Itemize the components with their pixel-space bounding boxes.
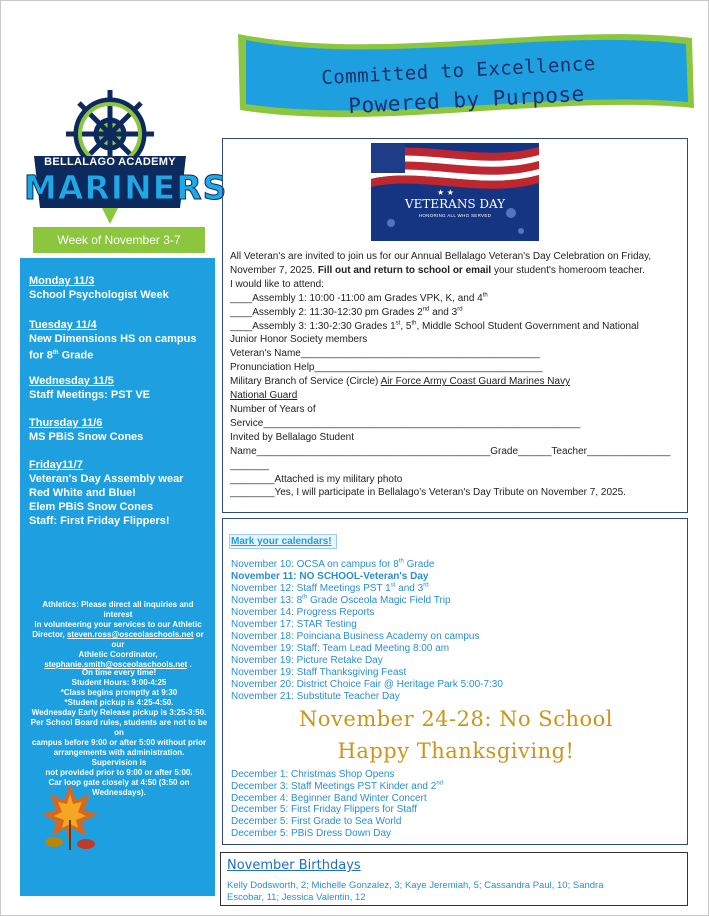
hours-line: Per School Board rules, students are not to be on [30,718,208,737]
banner-motto-line1: Committed to Excellence [320,52,597,90]
day-title: Monday 11/3 [29,275,95,287]
flag-title: VETERANS DAY [404,197,506,211]
assembly-1-option[interactable] [230,292,685,306]
athletic-director-email-link[interactable]: steven.ross@osceolaschools.net [66,630,194,639]
form-line [230,264,685,278]
student-name-grade-teacher-field[interactable]: Name__________________________________________Grade______Teacher_______________ [230,445,671,457]
list-item: December 5: PBiS Dress Down Day [231,827,392,839]
day-line: Staff: First Friday Flippers! [29,515,170,527]
athletics-notice [32,600,204,670]
logo-mascot-name: MARINERS [24,168,228,207]
list-item: November 17: STAR Testing [231,619,357,630]
day-title: Thursday 11/6 [29,417,103,429]
hours-line: not provided prior to 9:00 or after 5:00. [45,768,193,777]
hours-line: *Student pickup is 4:25-4:50. [64,698,174,707]
american-flag-icon [371,143,539,241]
day-title: Friday11/7 [29,459,83,471]
hours-line: arrangements with administration. Supervision is [53,748,185,767]
day-line: for 8th Grade [29,349,94,362]
thanksgiving-break-heading: November 24-28: No School [299,707,613,731]
birthdays-list [227,880,682,904]
athletics-text: . [187,660,192,669]
veterans-day-invitation [222,138,688,513]
day-line: School Psychologist Week [29,289,169,301]
athletics-line: Athletics: Please direct all inquiries and interest [42,600,194,619]
event-sup: th [398,558,404,565]
assembly-2-option[interactable] [230,306,685,320]
form-text: ____Assembly 3: 1:30-2:30 Grades 1 [230,320,396,332]
day-line: Red White and Blue! [29,487,136,499]
school-hours-notice [30,668,208,798]
branch-option-national-guard[interactable]: National Guard [230,390,298,402]
athletic-coordinator-email-link[interactable]: stephanie.smith@osceolaschools.net [44,660,188,669]
event-text: December 3: Staff Meetings PST Kinder and 2 [231,780,437,792]
list-item: December 5: First Friday Flippers for Staff [231,804,417,816]
motto-banner [232,22,697,130]
hours-line: *Class begins promptly at 9:30 [60,688,178,697]
day-line: Staff Meetings: PST VE [29,389,151,401]
list-item [231,781,681,793]
list-item [231,595,681,607]
form-text: ____Assembly 2: 11:30-12:30 pm Grades 2 [230,306,423,318]
form-text: ____Assembly 1: 10:00 -11:00 am Grades VPK, K, and 4 [230,292,483,304]
athletics-line [32,630,204,650]
day-line: Veteran's Day Assembly wear [29,473,184,485]
athletics-text: Director, [32,630,67,639]
athletics-text: or our [111,630,204,649]
form-text: , 5 [400,320,412,332]
event-text: November 10: OCSA on campus for 8 [231,559,399,570]
day-line: New Dimensions HS on campus [29,333,197,345]
form-line: _______ [230,459,269,471]
event-text: Grade Osceola Magic Field Trip [307,595,451,606]
list-item: December 4: Beginner Band Winter Concert [231,792,427,804]
week-label: Week of November 3-7 [33,227,205,253]
assembly-3-option[interactable] [230,320,685,334]
day-monday [29,274,209,302]
event-sup: th [302,594,308,601]
form-sup: st [395,320,401,327]
calendar-section [222,518,688,845]
december-events-list [231,769,681,840]
form-sup: th [411,320,417,327]
branch-options[interactable]: Air Force Army Coast Guard Marines Navy [380,376,571,388]
pronunciation-field[interactable]: Pronunciation Help_________________________________________ [230,362,543,374]
day-wednesday [29,374,209,402]
form-sup: th [482,292,488,299]
event-text: November 12: Staff Meetings PST 1 [231,583,391,594]
day-title: Tuesday 11/4 [29,319,97,331]
birthdays-section [220,852,688,906]
form-text: and 3 [429,306,458,318]
school-logo [24,88,228,228]
form-line: All Veteran's are invited to join us for our Annual Bellalago Veteran's Day Celebration on Friday, [230,251,652,262]
day-friday [29,458,209,528]
form-text: , Middle School Student Government and National [416,320,639,332]
military-photo-checkbox[interactable]: ________Attached is my military photo [230,473,403,485]
event-sup: nd [436,780,443,787]
list-item: November 21: Substitute Teacher Day [231,691,400,702]
hours-line: Wednesday Early Release pickup is 3:25-3:50. [31,708,207,717]
day-title: Wednesday 11/5 [29,375,114,387]
hours-line: campus before 9:00 or after 5:00 without prior [31,738,207,747]
athletics-line: in volunteering your services to our Athletic [34,620,202,629]
form-text-bold: Fill out and return to school or email [317,264,492,276]
list-item: November 14: Progress Reports [231,607,375,618]
birthdays-line: Escobar, 11; Jessica Valentin, 12 [227,892,366,903]
form-text: November 7, 2025. [230,264,318,276]
day-line: MS PBiS Snow Cones [29,431,144,443]
day-line: Elem PBiS Snow Cones [29,501,154,513]
day-thursday [29,416,209,444]
branch-of-service-field[interactable] [230,375,685,389]
list-item [231,583,681,595]
november-events-list [231,559,681,703]
list-item: November 20: District Choice Fair @ Heritage Park 5:00-7:30 [231,679,503,690]
list-item: November 19: Picture Retake Day [231,655,383,666]
years-of-service-field[interactable]: Service_________________________________________________________ [230,417,581,429]
flag-subtitle: HONORING ALL WHO SERVED [418,213,492,218]
list-item: December 5: First Grade to Sea World [231,816,402,828]
form-text: your student's homeroom teacher. [491,264,645,276]
autumn-leaves-icon [40,780,100,852]
form-text: Military Branch of Service (Circle) [230,376,381,388]
svg-text:★ ★: ★ ★ [437,188,454,197]
form-sup: nd [422,306,430,313]
hours-line: Wednesdays). [92,788,146,797]
form-line: Number of Years of [230,403,316,415]
hours-line: Student Hours: 9:00-4:25 [71,678,167,687]
form-line: Invited by Bellalago Student [230,431,354,443]
form-line: I would like to attend: [230,278,324,290]
calendar-header: Mark your calendars! [231,536,332,547]
tribute-participation-checkbox[interactable]: ________Yes, I will participate in Bellalago's Veteran's Day Tribute on November 7, 2025. [230,487,626,499]
veterans-day-banner-image [371,143,539,241]
weekly-schedule-sidebar [20,258,215,896]
event-sup: st [390,582,396,589]
hours-line: Car loop gate closely at 4:50 (3:50 on [48,778,190,787]
logo-school-name: BELLALAGO ACADEMY [44,156,176,168]
form-line: Junior Honor Society members [230,334,368,346]
banner-motto-line2: Powered by Purpose [347,81,586,119]
birthdays-title: November Birthdays [227,858,361,873]
event-sup: rd [423,582,429,589]
event-text: Grade [403,559,435,570]
list-item: November 11: NO SCHOOL-Veteran's Day [231,571,429,582]
list-item: November 19: Staff: Team Lead Meeting 8:00 am [231,643,450,654]
list-item: November 18: Poinciana Business Academy on campus [231,631,480,642]
happy-thanksgiving-heading: Happy Thanksgiving! [337,739,575,763]
hours-line: On time every time! [81,668,157,677]
birthdays-line: Kelly Dodsworth, 2; Michelle Gonzalez, 3; Kaye Jeremiah, 5; Cassandra Paul, 10; Sandra [227,880,604,891]
veteran-name-field[interactable]: Veteran's Name___________________________________________ [230,348,540,360]
athletics-line: Athletic Coordinator, [78,650,158,659]
event-text: and 3 [395,583,424,594]
day-tuesday [29,318,209,363]
list-item [231,559,681,571]
veterans-form-text [230,250,685,500]
list-item: December 1: Christmas Shop Opens [231,769,395,780]
event-text: November 13: 8 [231,595,303,606]
form-sup: rd [457,306,463,313]
list-item: November 19: Staff Thanksgiving Feast [231,667,407,678]
